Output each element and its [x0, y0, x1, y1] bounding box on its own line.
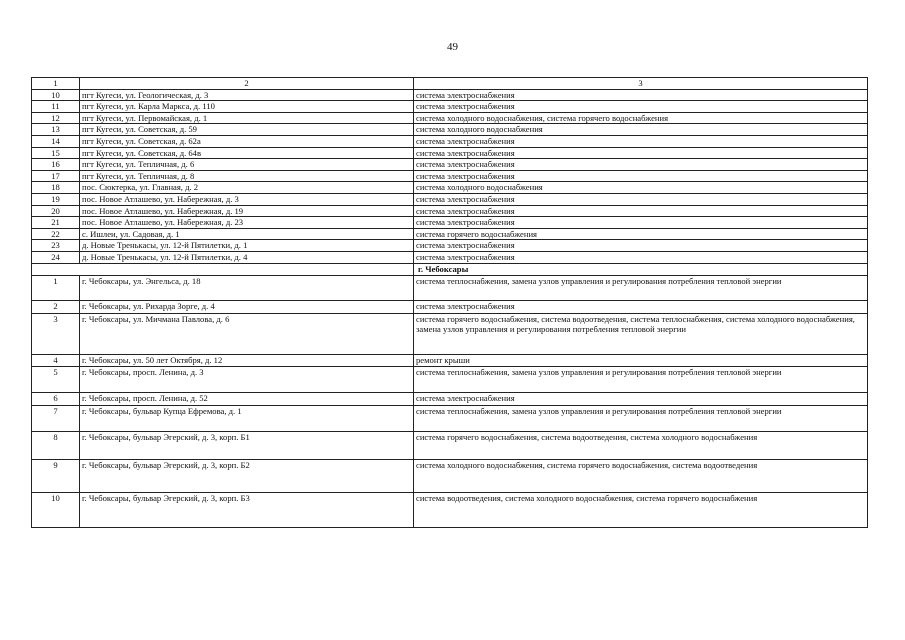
row-address: г. Чебоксары, ул. Энгельса, д. 18	[80, 275, 414, 300]
row-number: 12	[32, 112, 80, 124]
row-address: пгт Кугеси, ул. Геологическая, д. 3	[80, 89, 414, 101]
section-row	[32, 263, 868, 275]
row-number: 13	[32, 124, 80, 136]
row-work: система электроснабжения	[414, 101, 868, 113]
row-number: 15	[32, 147, 80, 159]
row-work: система теплоснабжения, замена узлов управления и регулирования потребления тепловой энергии	[414, 405, 868, 431]
table-row	[32, 354, 868, 366]
row-address: г. Чебоксары, просп. Ленина, д. 52	[80, 392, 414, 405]
table-row	[32, 251, 868, 263]
row-number: 8	[32, 431, 80, 459]
table-row	[32, 170, 868, 182]
table-row	[32, 405, 868, 431]
row-address: пос. Новое Атлашево, ул. Набережная, д. 19	[80, 205, 414, 217]
table-row	[32, 147, 868, 159]
row-address: пгт Кугеси, ул. Тепличная, д. 6	[80, 159, 414, 171]
section-title: г. Чебоксары	[414, 263, 868, 275]
row-work: система горячего водоснабжения	[414, 228, 868, 240]
table-row	[32, 240, 868, 252]
table-row	[32, 459, 868, 492]
row-address: г. Чебоксары, ул. Мичмана Павлова, д. 6	[80, 313, 414, 354]
row-number: 17	[32, 170, 80, 182]
row-address: г. Чебоксары, бульвар Эгерский, д. 3, корп. Б2	[80, 459, 414, 492]
row-work: система холодного водоснабжения, система горячего водоснабжения	[414, 112, 868, 124]
row-work: система электроснабжения	[414, 170, 868, 182]
column-number-2: 2	[80, 78, 414, 90]
row-number: 11	[32, 101, 80, 113]
row-address: пгт Кугеси, ул. Карла Маркса, д. 110	[80, 101, 414, 113]
table-row	[32, 275, 868, 300]
row-work: система холодного водоснабжения, система горячего водоснабжения, система водоотведения	[414, 459, 868, 492]
row-work: система горячего водоснабжения, система водоотведения, система теплоснабжения, система холодного водоснабжения, замена узлов управления и регулирования потребления тепловой энергии	[414, 313, 868, 354]
row-work: система электроснабжения	[414, 193, 868, 205]
row-number: 9	[32, 459, 80, 492]
table-row	[32, 392, 868, 405]
row-number: 21	[32, 217, 80, 229]
row-work: система электроснабжения	[414, 135, 868, 147]
row-number: 16	[32, 159, 80, 171]
row-work: система горячего водоснабжения, система водоотведения, система холодного водоснабжения	[414, 431, 868, 459]
row-number: 10	[32, 492, 80, 527]
row-work: система электроснабжения	[414, 240, 868, 252]
row-number: 3	[32, 313, 80, 354]
row-address: г. Чебоксары, просп. Ленина, д. 3	[80, 366, 414, 392]
row-number: 5	[32, 366, 80, 392]
row-work: ремонт крыши	[414, 354, 868, 366]
table-row	[32, 217, 868, 229]
column-number-1: 1	[32, 78, 80, 90]
row-work: система электроснабжения	[414, 205, 868, 217]
row-number: 22	[32, 228, 80, 240]
row-number: 20	[32, 205, 80, 217]
row-address: пос. Новое Атлашево, ул. Набережная, д. 23	[80, 217, 414, 229]
row-work: система электроснабжения	[414, 392, 868, 405]
table-row	[32, 135, 868, 147]
row-number: 19	[32, 193, 80, 205]
table-row	[32, 313, 868, 354]
row-number: 1	[32, 275, 80, 300]
section-spacer	[32, 263, 80, 275]
row-number: 2	[32, 300, 80, 313]
row-address: пгт Кугеси, ул. Советская, д. 62а	[80, 135, 414, 147]
row-address: д. Новые Тренькасы, ул. 12-й Пятилетки, д. 4	[80, 251, 414, 263]
table-row	[32, 101, 868, 113]
row-address: пгт Кугеси, ул. Первомайская, д. 1	[80, 112, 414, 124]
row-address: пгт Кугеси, ул. Тепличная, д. 8	[80, 170, 414, 182]
row-work: система холодного водоснабжения	[414, 124, 868, 136]
row-work: система электроснабжения	[414, 147, 868, 159]
table-row	[32, 159, 868, 171]
table-row	[32, 205, 868, 217]
table-row	[32, 431, 868, 459]
row-address: пос. Новое Атлашево, ул. Набережная, д. 3	[80, 193, 414, 205]
row-address: г. Чебоксары, ул. Рихарда Зорге, д. 4	[80, 300, 414, 313]
table-row	[32, 492, 868, 527]
row-work: система электроснабжения	[414, 159, 868, 171]
row-work: система холодного водоснабжения	[414, 182, 868, 194]
row-number: 23	[32, 240, 80, 252]
table-row	[32, 89, 868, 101]
row-work: система электроснабжения	[414, 251, 868, 263]
row-address: г. Чебоксары, ул. 50 лет Октября, д. 12	[80, 354, 414, 366]
row-work: система теплоснабжения, замена узлов управления и регулирования потребления тепловой энергии	[414, 275, 868, 300]
row-number: 7	[32, 405, 80, 431]
table-row	[32, 182, 868, 194]
row-address: пгт Кугеси, ул. Советская, д. 59	[80, 124, 414, 136]
row-address: г. Чебоксары, бульвар Эгерский, д. 3, корп. Б1	[80, 431, 414, 459]
row-number: 10	[32, 89, 80, 101]
row-address: г. Чебоксары, бульвар Эгерский, д. 3, корп. Б3	[80, 492, 414, 527]
row-work: система электроснабжения	[414, 300, 868, 313]
row-address: д. Новые Тренькасы, ул. 12-й Пятилетки, д. 1	[80, 240, 414, 252]
table-row	[32, 112, 868, 124]
row-number: 24	[32, 251, 80, 263]
row-work: система водоотведения, система холодного водоснабжения, система горячего водоснабжения	[414, 492, 868, 527]
table-row	[32, 300, 868, 313]
row-address: пгт Кугеси, ул. Советская, д. 64в	[80, 147, 414, 159]
row-address: пос. Сюктерка, ул. Главная, д. 2	[80, 182, 414, 194]
row-number: 18	[32, 182, 80, 194]
column-number-3: 3	[414, 78, 868, 90]
page-number: 49	[447, 41, 458, 53]
section-spacer	[80, 263, 414, 275]
row-address: г. Чебоксары, бульвар Купца Ефремова, д. 1	[80, 405, 414, 431]
row-work: система теплоснабжения, замена узлов управления и регулирования потребления тепловой энергии	[414, 366, 868, 392]
objects-table	[31, 77, 868, 528]
table-row	[32, 366, 868, 392]
row-number: 6	[32, 392, 80, 405]
row-work: система электроснабжения	[414, 217, 868, 229]
row-address: с. Ишлеи, ул. Садовая, д. 1	[80, 228, 414, 240]
table-row	[32, 193, 868, 205]
row-number: 4	[32, 354, 80, 366]
table-row	[32, 124, 868, 136]
table-header-row	[32, 78, 868, 90]
row-work: система электроснабжения	[414, 89, 868, 101]
table-row	[32, 228, 868, 240]
row-number: 14	[32, 135, 80, 147]
